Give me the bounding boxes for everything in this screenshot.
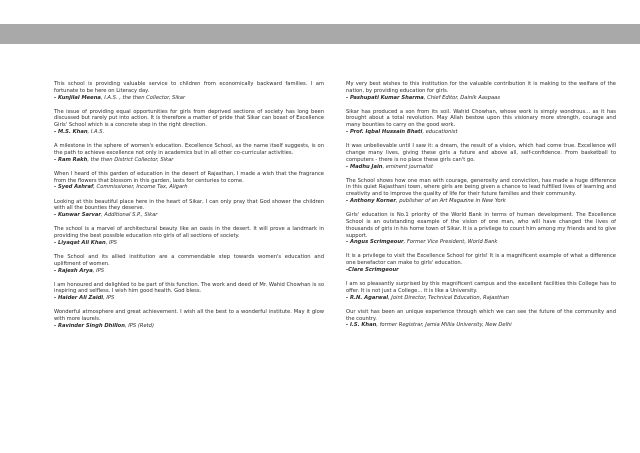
- testimonial-text: The school is a marvel of architectural beauty like an oasis in the desert. It will prove a landmark in providing the best possible education nto girls of all sections of society.: [54, 226, 324, 240]
- testimonial-attribution: [346, 295, 616, 302]
- author-role: , IPS: [103, 295, 115, 302]
- testimonial: [346, 109, 616, 136]
- testimonial-text: The School and its allied institution are a commendable step towards women's education and upliftment of women.: [54, 253, 324, 267]
- testimonial: [54, 109, 324, 136]
- testimonial-text: My very best wishes to this institution for the valuable contribution it is making to the welfare of the nation, by providing education for girls.: [346, 81, 616, 94]
- author-role: , former Registrar, Jamia Millia University, New Delhi: [376, 322, 512, 329]
- testimonial-attribution: [54, 268, 324, 275]
- author-name: - Madhu Jain: [346, 163, 383, 170]
- author-name: - Rajesh Arya: [54, 267, 93, 274]
- testimonial-text: Sikar has produced a son from its soil. Wahid Chowhan, whose work is simply wondrous... as it has brought about a total revolution. May Allah bestow upon this visionary more strength, courage and many bounties to carry on the good work.: [346, 108, 616, 129]
- author-name: - Kunjilal Meena: [54, 94, 101, 101]
- author-name: - Prof. Iqbal Hussain Bhati: [346, 129, 423, 136]
- header-bar: [0, 24, 640, 62]
- author-role: , Chief Editor, Dainik Aaspaas: [423, 94, 501, 101]
- testimonial-attribution: [346, 322, 616, 329]
- author-name: - Pashupati Kumar Sharma: [346, 94, 424, 101]
- testimonial: [346, 143, 616, 170]
- testimonial-attribution: [54, 157, 324, 164]
- testimonial-attribution: [54, 95, 324, 102]
- testimonial-attribution: [346, 129, 616, 136]
- testimonial-text: The School shows how one man with courage, generosity and conviction, has made a huge difference in this quiet Rajasthani town, where girls are being given a chance to lead fulfilled lives of learning and creativity and to improve the quality of life for their future families and their community.: [346, 177, 616, 198]
- testimonial-text: Wonderful atmosphere and great achievement. I wish all the best to a wonderful institute. May it glow with more laurels.: [54, 309, 324, 323]
- testimonial-text: This school is providing valuable service to children from economically backward families. I am fortunate to be here on Literacy day.: [54, 81, 324, 94]
- author-name: -Clare Scrimgeour: [346, 267, 399, 274]
- testimonial-attribution: [346, 239, 616, 246]
- testimonial-attribution: [54, 184, 324, 191]
- testimonial-text: It was unbelievable until I saw it: a dream, the result of a vision, which had come true. Excellence will change many lives, giving these girls a future and above all, self-confidence. From basketball to computers - there is no place these girls can't go.: [346, 143, 616, 163]
- author-role: , Commissioner, Income Tax, Aligarh: [93, 184, 188, 191]
- testimonial: [54, 254, 324, 274]
- testimonial-attribution: [346, 267, 616, 274]
- left-column: [54, 81, 324, 337]
- testimonial-text: A milestone in the sphere of women's education. Excellence School, as the name itself suggests, is on the path to achieve excellence not only in academics but in all other co-curricular activities.: [54, 143, 324, 156]
- testimonial: [346, 281, 616, 301]
- testimonial-text: Our visit has been an unique experience through which we can see the future of the community and the country.: [346, 308, 616, 322]
- testimonial-text: Looking at this beautiful place here in the heart of Sikar, I can only pray that God shower the children with all the bounties they deserve.: [54, 198, 324, 212]
- author-role: , I.A.S. , the then Collector, Sikar: [100, 94, 186, 101]
- testimonial-attribution: [346, 95, 616, 102]
- testimonial: [346, 81, 616, 101]
- author-role: , IPS: [105, 239, 117, 246]
- author-name: - I.S. Khan: [346, 322, 377, 329]
- testimonial: [346, 253, 616, 273]
- testimonial-attribution: [54, 240, 324, 247]
- author-name: - Anthony Korner: [346, 198, 396, 205]
- testimonial: [346, 309, 616, 329]
- right-column: [346, 81, 616, 336]
- testimonial: [54, 81, 324, 101]
- testimonial-text: Girls' education is No.1 priority of the World Bank in terms of human development. The Excellence School is an outstanding example of the vision of one man, who will have changed the lives of thousands of girls in his home town of Sikar. It is a privilege to count him among my friends and to give support.: [346, 212, 616, 239]
- author-name: - Ram Rakh: [54, 156, 88, 163]
- testimonial: [54, 226, 324, 246]
- author-role: , Former Vice President, World Bank: [403, 239, 498, 246]
- author-role: , publisher of an Art Magazine in New York: [395, 198, 506, 205]
- testimonial: [346, 178, 616, 205]
- testimonial: [54, 171, 324, 191]
- author-name: - Angus Scrimgeour: [346, 239, 404, 246]
- author-role: , educationist: [422, 129, 458, 136]
- author-name: - Ravinder Singh Dhillon: [54, 322, 125, 329]
- author-name: - Liyaqat Ali Khan: [54, 239, 106, 246]
- testimonial: [54, 282, 324, 302]
- testimonial: [54, 143, 324, 163]
- testimonial: [54, 199, 324, 219]
- testimonial-attribution: [54, 323, 324, 330]
- testimonial-attribution: [54, 212, 324, 219]
- page-number: 47: [614, 52, 626, 62]
- author-name: - Syed Ashraf: [54, 184, 94, 191]
- testimonial-text: When I heard of this garden of education in the desert of Rajasthan, I made a wish that the fragrance from the flowers that blossom in this garden, lasts for centuries to come.: [54, 170, 324, 184]
- testimonial-attribution: [54, 295, 324, 302]
- author-name: - Kunwar Sarvar: [54, 212, 101, 219]
- author-role: , IPS (Retd): [124, 322, 154, 329]
- testimonial-text: I am so pleasantly surprised by this magnificent campus and the excellent facilities this College has to offer. It is not just a College... it is like a University.: [346, 281, 616, 294]
- author-role: , IPS: [92, 267, 105, 274]
- testimonial-attribution: [54, 129, 324, 136]
- testimonial: [54, 309, 324, 329]
- testimonial-text: The issue of providing equal opportunities for girls from deprived sections of society has long been discussed but rarely put into action. It is therefore a matter of pride that Sikar can boast of Excellence Girls' School which is a concrete step in the right direction.: [54, 108, 324, 129]
- author-role: , Additional S.P., Sikar: [100, 212, 158, 219]
- author-role: , I.A.S.: [87, 129, 105, 136]
- author-name: - R.N. Agarwal: [346, 294, 388, 301]
- testimonial-attribution: [346, 164, 616, 171]
- author-role: , Joint Director, Technical Education, Rajasthan: [388, 294, 509, 301]
- testimonial-attribution: [346, 198, 616, 205]
- author-name: - Haider Ali Zaidi: [54, 295, 104, 302]
- testimonial-text: It is a privilege to visit the Excellence School for girls! It is a magnificent example of what a difference one benefactor can make to girls' education.: [346, 253, 616, 267]
- author-role: , eminent journalist: [382, 163, 433, 170]
- testimonial-text: I am honoured and delighted to be part of this function. The work and deed of Mr. Wahid Chowhan is so inspiring and selfless. I wish him good health. God bless.: [54, 281, 324, 295]
- author-role: , the then District Collector, Sikar: [87, 156, 174, 163]
- author-name: - M.S. Khan: [54, 129, 88, 136]
- testimonial: [346, 212, 616, 246]
